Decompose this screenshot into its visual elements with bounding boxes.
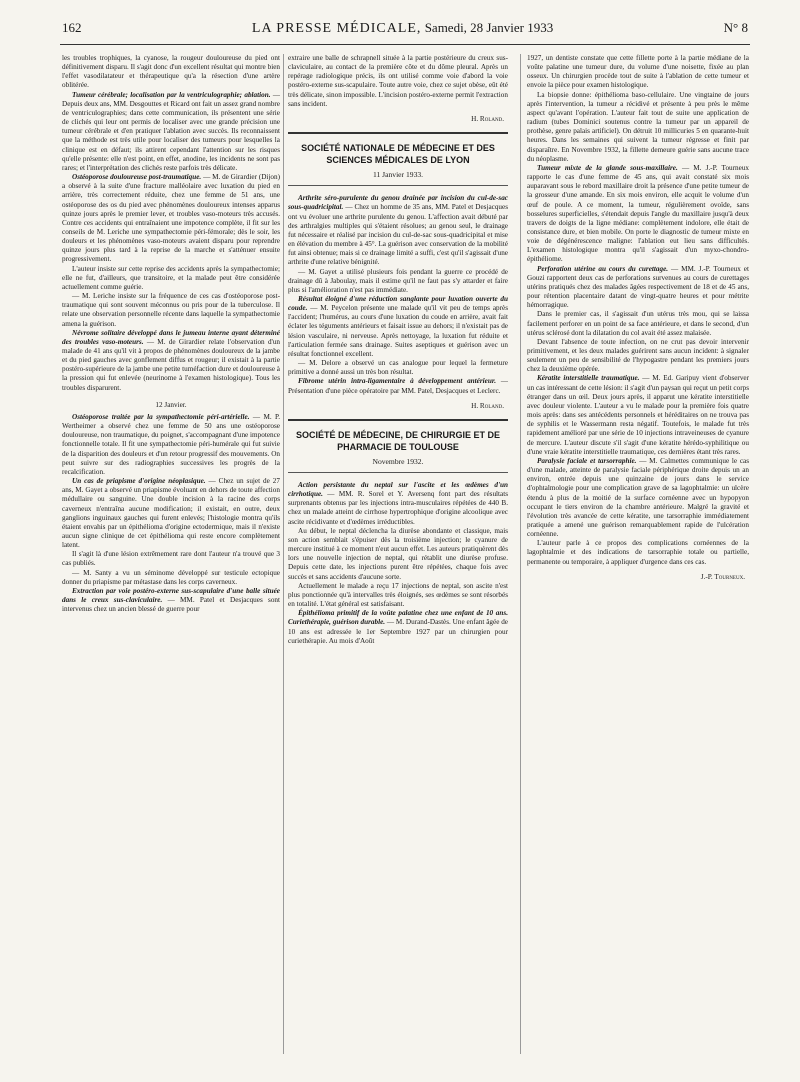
paragraph: — M. Delore a observé un cas analogue pour lequel la fermeture primitive a donné aussi un très bon résultat.: [288, 359, 508, 377]
article-body: — Chez un homme de 35 ans, MM. Patel et Desjacques ont vu évoluer une arthrite purulente du genou. L'affection avait débuté par des arthralgies multiples qui s'étaient résolues; au genou seul, le drainage fut nécessaire et réalisé par incision du cul-de-sac sous-quadricipital et mise en élévation du membre à 45°. La guérison avec conservation de la mobilité fut ainsi obtenue; mais si ce drainage limité a suffi, c'est qu'il s'agissait d'une arthrite d'une relative bénignité.: [288, 203, 508, 267]
article: [62, 173, 280, 265]
article-title: Tumeur mixte de la glande sous-maxillaire.: [537, 163, 678, 172]
paragraph: L'auteur insiste sur cette reprise des accidents après la sympathectomie; elle ne fut, d'ailleurs, que transitoire, et la malade peut être considérée actuellement comme guérie.: [62, 264, 280, 291]
paragraph: — M. Leriche insiste sur la fréquence de ces cas d'ostéoporose post-traumatique qui sont souvent méconnus ou pris pour de la tuberculose. Il relate une observation personnelle récente dans laquelle la sympathectomie amena la guérison.: [62, 292, 280, 328]
article-title: Tumeur cérébrale; localisation par la ventriculographie; ablation.: [72, 90, 271, 99]
author-signature: J.-P. Tourneux.: [700, 572, 745, 581]
article-title: Un cas de priapisme d'origine néoplasique.: [72, 477, 206, 486]
paragraph: 1927, un dentiste constate que cette fillette porte à la partie médiane de la voûte palatine une tumeur dure, du volume d'une noisette, fixée au plan osseux. Un chirurgien procède tout de suite à l'ablation de cette tumeur et envoie la pièce pour examen histologique.: [527, 54, 749, 90]
article: [288, 377, 508, 395]
article-body: — M. P. Wertheimer a observé chez une femme de 50 ans une ostéoporose douloureuse, non traumatique, du poignet, s'accompagnant d'une impotence fonctionnelle totale. Il fit une sympathectomie péri-humérale qui fut suivie de la disparition des douleurs et d'un retour progressif des mouvements. On peut suivre sur des radiographies successives les progrès de la recalcification.: [62, 412, 280, 476]
article-title: Kératite interstitielle traumatique.: [537, 374, 640, 383]
paragraph: La biopsie donne: épithélioma baso-cellulaire. Une vingtaine de jours après l'intervention, la tumeur a récidivé et présente à peu près le même aspect qu'avant l'opération. L'auteur fait tout de suite une application de radium (tubes Dominici soutenus contre la tumeur par un appareil de prothèse, genre palais artificiel). On détruit 10 millicuries 5 en quarante-huit heures. Dans les semaines qui suivent la tumeur régresse et finit par disparaître. En Novembre 1932, la fillette demeure guérie sans aucune trace du néoplasme.: [527, 90, 749, 163]
article: [62, 413, 280, 477]
session-date: 12 Janvier.: [155, 400, 187, 409]
article: [527, 164, 749, 265]
paragraph: Il s'agit là d'une lésion extrêmement rare dont l'auteur n'a trouvé que 3 cas publiés.: [62, 550, 280, 568]
article: [62, 91, 280, 173]
article-body: — M. Ed. Garipuy vient d'observer un cas intéressant de cette lésion: il s'agit d'un paysan qui reçut un petit corps étranger dans un œil. Deux jours après, il apparut une kératite interstitielle avec douleur violente. L'auteur a vu le malade pour la première fois quatre mois après: dans ses antécédents personnels et héréditaires on ne trouva pas de syphilis et le Wassermann resta négatif. Toutefois, le malade fut très rapidement amélioré par une série de 10 injections intraveineuses de cyanure de mercure. L'auteur discute s'il s'agit d'une kératite hérédo-syphilitique ou d'une vraie kératite interstitielle traumatique, ces dernières étant très rares.: [527, 374, 749, 456]
issue-date: Samedi, 28 Janvier 1933: [424, 20, 554, 35]
article-title: Perforation utérine au cours du curettage.: [537, 264, 669, 273]
session-date: Novembre 1932.: [372, 456, 424, 466]
paragraph: L'auteur parle à ce propos des complications cornéennes de la lagophtalmie et des indications de tarsorraphie totale ou partielle, permanente ou temporaire, à appliquer d'urgence dans ces cas.: [527, 539, 749, 566]
article: [62, 587, 280, 614]
article-body: — M. de Girardier relate l'observation d'un malade de 41 ans qu'il vit à propos de phénomènes douloureux de la jambe et du pied gauches avec gonflement diffus et rougeur; il existait à la partie postéro-supérieure de la jambe une petite tuméfaction dure et douloureuse à la pression qui fut enlevée (neurinome à l'examen histologique). Tous les troubles disparurent.: [62, 337, 280, 392]
paragraph: — M. Santy a vu un séminome développé sur testicule ectopique donner du priapisme par métastase dans les corps caverneux.: [62, 568, 280, 586]
session-date: 11 Janvier 1933.: [372, 170, 424, 180]
society-heading: [288, 132, 508, 186]
column-1: [62, 54, 280, 1064]
paragraph: — M. Gayet a utilisé plusieurs fois pendant la guerre ce procédé de drainage dû à Jaboulay, mais il estime qu'il ne faut pas s'y attarder et faire plus si l'amélioration n'est pas immédiate.: [288, 267, 508, 294]
page-header: [62, 20, 748, 42]
article-title: Extraction par voie postéro-externe sus-scapulaire d'une balle située dans le creux sus-claviculaire.: [62, 586, 280, 605]
article: [527, 374, 749, 456]
article: [62, 329, 280, 393]
article-title: Ostéoporose douloureuse post-traumatique.: [72, 173, 202, 182]
column-separator: [283, 54, 284, 1054]
article-title: Résultat éloigné d'une réduction sanglante pour luxation ouverte du coude.: [288, 294, 508, 313]
article-body: — Présentation d'une pièce opératoire par MM. Patel, Desjacques et Leclerc.: [288, 377, 508, 395]
paragraph: Au début, le neptal déclencha la diurèse abondante et classique, mais son action semblait s'épuiser dès la troisième injection; le cyanure de mercure institué à ce moment n'eut aucun effet. Les auteurs pratiquèrent dès lors une nouvelle injection de neptal, qui rétablit une diurèse profuse. Depuis cette date, les injections purent être répétées, chaque fois avec succès et sans accidents d'aucune sorte.: [288, 526, 508, 581]
author-signature: H. Roland.: [471, 401, 504, 410]
paragraph: Actuellement le malade a reçu 17 injections de neptal, son ascite n'est plus ponctionnée qu'à intervalles très éloignés, ses œdèmes se sont résorbés en totalité. L'état général est satisfaisant.: [288, 581, 508, 609]
article-title: Arthrite séro-purulente du genou drainée par incision du cul-de-sac sous-quadricipital.: [288, 194, 508, 212]
column-2: [288, 54, 508, 1064]
society-title: SOCIÉTÉ DE MÉDECINE, DE CHIRURGIE ET DE PHARMACIE DE TOULOUSE: [295, 429, 501, 452]
header-rule: [60, 44, 750, 45]
paragraph: les troubles trophiques, la cyanose, la rougeur douloureuse du pied ont définitivement disparu. Il s'agit donc d'un excellent résultat qui montre bien l'effet vasodilatateur et thérapeutique qu'a la résection d'une artère oblitérée.: [62, 54, 280, 90]
issue-number: N° 8: [723, 20, 748, 35]
article-body: — Chez un sujet de 27 ans, M. Gayet a observé un priapisme évoluant en dehors de toute affection médullaire ou sanguine. Une double incision à la racine des corps caverneux n'entraîna aucune modification; il existait, en outre, deux ganglions inguinaux gauches qui furent enlevés; l'histologie montra qu'ils étaient envahis par un épithélioma d'origine ectodermique, mais il n'existe aucun signe clinique de cet épithélioma qui reste encore complètement latent.: [62, 477, 280, 550]
article-body: — M. Calmettes communique le cas d'une malade, atteinte de paralysie faciale périphérique droite depuis un an environ, entrée depuis une quinzaine de jours dans le service d'ophtalmologie pour une complication grave de sa lagophtalmie: un ulcère étendu à plus de la moitié de la surface cornéenne avec un hypopyon occupant le tiers environ de la chambre antérieure. Malgré la gravité et l'évolution très avancée de cette kératite, une tarsorraphie immédiatement pratiquée a amené une guérison remarquablement rapide de l'ulcération cornéenne.: [527, 456, 749, 539]
column-separator: [520, 54, 521, 1054]
article: [527, 457, 749, 539]
article-body: — M. Peycelon présente une malade qu'il vit peu de temps après l'accident; l'humérus, au cours d'une luxation du coude en arrière, avait fait éclater les téguments antérieurs et faisait issue au dehors; il n'existait pas de lésion vasculaire, ni nerveuse. Après nettoyage, la luxation fut réduite et l'articulation fermée sans drainage. Suites aseptiques et guérison avec un résultat fonctionnel excellent.: [288, 304, 508, 358]
society-title: SOCIÉTÉ NATIONALE DE MÉDECINE ET DES SCIENCES MÉDICALES DE LYON: [301, 143, 495, 166]
article-title: Épithélioma primitif de la voûte palatine chez une enfant de 10 ans. Curiethérapie, guérison durable.: [288, 609, 508, 627]
article-body: — M. de Girardier (Dijon) a observé à la suite d'une fracture malléolaire avec luxation du pied en arrière, très correctement réduite, chez une femme de 51 ans, une ostéoporose des os du pied avec phénomènes douloureux intenses apparus quinze jours après le premier lever, et troubles vaso-moteurs très accusés. Contre ces accidents qui entraînaient une impotence complète, il fit sur les conseils de M. Leriche une sympathectomie péri-fémorale; dès le soir, les douleurs et les phénomènes vaso-moteurs avaient disparu pour reprendre quinze jours plus tard à la reprise de la marche et s'atténuer ensuite progressivement.: [62, 173, 280, 264]
society-heading: [288, 419, 508, 473]
author-signature: H. Roland.: [471, 114, 504, 123]
article-body: — MM. J.-P. Tourneux et Gouzi rapportent deux cas de perforations survenues au cours de curettages utérins pratiqués chez des malades âgées respectivement de 18 et de 45 ans, pour rétention placentaire datant de vingt-quatre heures et pour métrite hémorragique.: [527, 264, 749, 310]
journal-title: [252, 20, 553, 37]
journal-name: LA PRESSE MÉDICALE,: [251, 21, 422, 36]
article-title: Névrome solitaire développé dans le jumeau interne ayant déterminé des troubles vaso-moteurs.: [62, 328, 280, 346]
article-body: — MM. R. Sorel et Y. Aversenq font part des résultats surprenants obtenus par les injections intra-musculaires répétées de 440 B. chez un malade atteint de cirrhose hypertrophique d'origine alcoolique avec ascite récidivante et d'œdèmes irréductibles.: [288, 490, 508, 526]
article: [288, 194, 508, 267]
column-3: [527, 54, 749, 1064]
article: [527, 265, 749, 311]
article-body: — Depuis deux ans, MM. Desgouttes et Ricard ont fait un assez grand nombre de ventriculographies; dans cette communication, ils présentent une série de clichés qui leur ont permis de localiser avec une grande précision une tumeur cérébrale et d'en pratiquer l'ablation avec succès. Ils reconnaissent que la méthode est très utile pour localiser des tumeurs pour lesquelles la clinique est en défaut; ils attirent cependant l'attention sur les risques qu'elle présente: elle n'est point, en effet, anodine, les incidents ne sont pas rares; et l'interprétation des clichés reste parfois très délicate.: [62, 90, 280, 172]
article-title: Fibrome utérin intra-ligamentaire à développement antérieur.: [298, 377, 497, 386]
article-title: Action persistante du neptal sur l'ascite et les œdèmes d'un cirrhotique.: [288, 481, 508, 499]
article: [62, 477, 280, 550]
paragraph: Devant l'absence de toute infection, on ne crut pas devoir intervenir primitivement, et les deux malades guérirent sans aucun incident: à signaler seulement un peu de sensibilité de l'hypogastre pendant les premiers jours chez la deuxième opérée.: [527, 337, 749, 374]
article: [288, 295, 508, 359]
page-number: 162: [62, 20, 82, 35]
article-body: — M. Durand-Dastès. Une enfant âgée de 10 ans est adressée le 1er Septembre 1927 par un chirurgien pour curiethérapie. Au mois d'Août: [288, 618, 508, 645]
article-body: — M. J.-P. Tourneux rapporte le cas d'une femme de 45 ans, qui avait constaté six mois auparavant sous le rebord maxillaire droit la présence d'une petite tumeur de la grosseur d'une amande. En six mois environ, elle acquit le volume d'un œuf de poule. A ce moment, la tumeur, régulièrement ovoïde, sans bosselures superficielles, s'étendait depuis l'angle du maxillaire jusqu'à deux travers de doigts de la ligne médiane: complètement indolore, elle était de consistance dure, et bien mobile. On porte le diagnostic de tumeur mixte en voie de dégénérescence maligne: l'ablation eut lieu sans difficultés. L'examen histologique montra qu'il s'agissait d'un myxo-chondro-épithéliome.: [527, 163, 749, 264]
article: [288, 609, 508, 646]
paragraph: extraire une balle de schrapnell située à la partie postérieure du creux sus-claviculaire, au contact de la première côte et du dôme pleural. Après un repérage radiologique précis, ils ont utilisé comme voie d'abord la voie postéro-externe sus-scapulaire. Toute autre voie, chez ce sujet obèse, eût été très délicate, sinon impossible. L'incision postéro-externe permit l'extraction sans incident.: [288, 54, 508, 108]
article-body: — MM. Patel et Desjacques sont intervenus chez un ancien blessé de guerre pour: [62, 596, 280, 614]
article: [288, 481, 508, 527]
paragraph: Dans le premier cas, il s'agissait d'un utérus très mou, qui se laissa facilement perforer en un point de sa face antérieure, et dans le second, d'un utérus sclérosé dont la dilatation du col avait été assez malaisée.: [527, 310, 749, 337]
article-title: Paralysie faciale et tarsorraphie.: [537, 456, 637, 465]
article-title: Ostéoporose traitée par la sympathectomie péri-artérielle.: [72, 412, 250, 421]
